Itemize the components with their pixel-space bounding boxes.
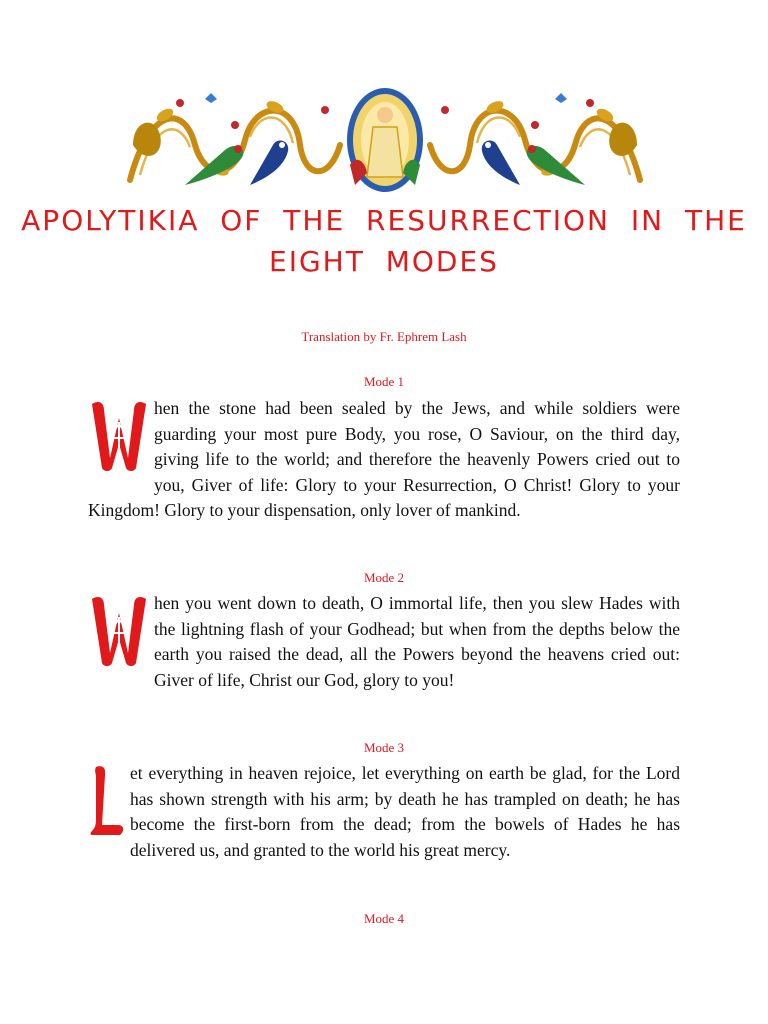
translation-credit: Translation by Fr. Ephrem Lash [301,329,467,344]
dropcap-w-icon [88,593,150,669]
mode-4-label: Mode 4 [363,911,405,926]
document-title: APOLYTIKIA OF THE RESURRECTION IN THE EIGHT MODES [21,204,747,278]
dropcap-w-icon [88,398,150,474]
dropcap-l-icon [88,763,126,839]
mode-3-stanza [88,761,680,863]
mode-1-stanza [88,396,680,524]
mode-2-stanza [88,591,680,693]
mode-1-text: hen the stone had been sealed by the Jews, and while soldiers were guarding your most pure Body, you rose, O Saviour, on the third day, giving life to the world; and therefore the heavenly Powers cried out to you, Giver of life: Glory to your Resurrection, O Christ! Glory to your Kingdom! Glory to your dispensation, only lover of mankind. [88,398,680,520]
mode-3-label: Mode 3 [363,740,405,755]
mode-2-label: Mode 2 [363,570,405,585]
mode-3-text: et everything in heaven rejoice, let everything on earth be glad, for the Lord has shown strength with his arm; by death he has trampled on death; he has become the first-born from the dead; from the bowels of Hades he has delivered us, and granted to the world his great mercy. [130,763,680,860]
illuminated-banner [125,85,645,195]
mode-1-label: Mode 1 [363,374,405,389]
mode-2-text: hen you went down to death, O immortal life, then you slew Hades with the lightning flash of your Godhead; but when from the depths below the earth you raised the dead, all the Powers beyond the heavens cried out: Giver of life, Christ our God, glory to you! [154,593,680,690]
